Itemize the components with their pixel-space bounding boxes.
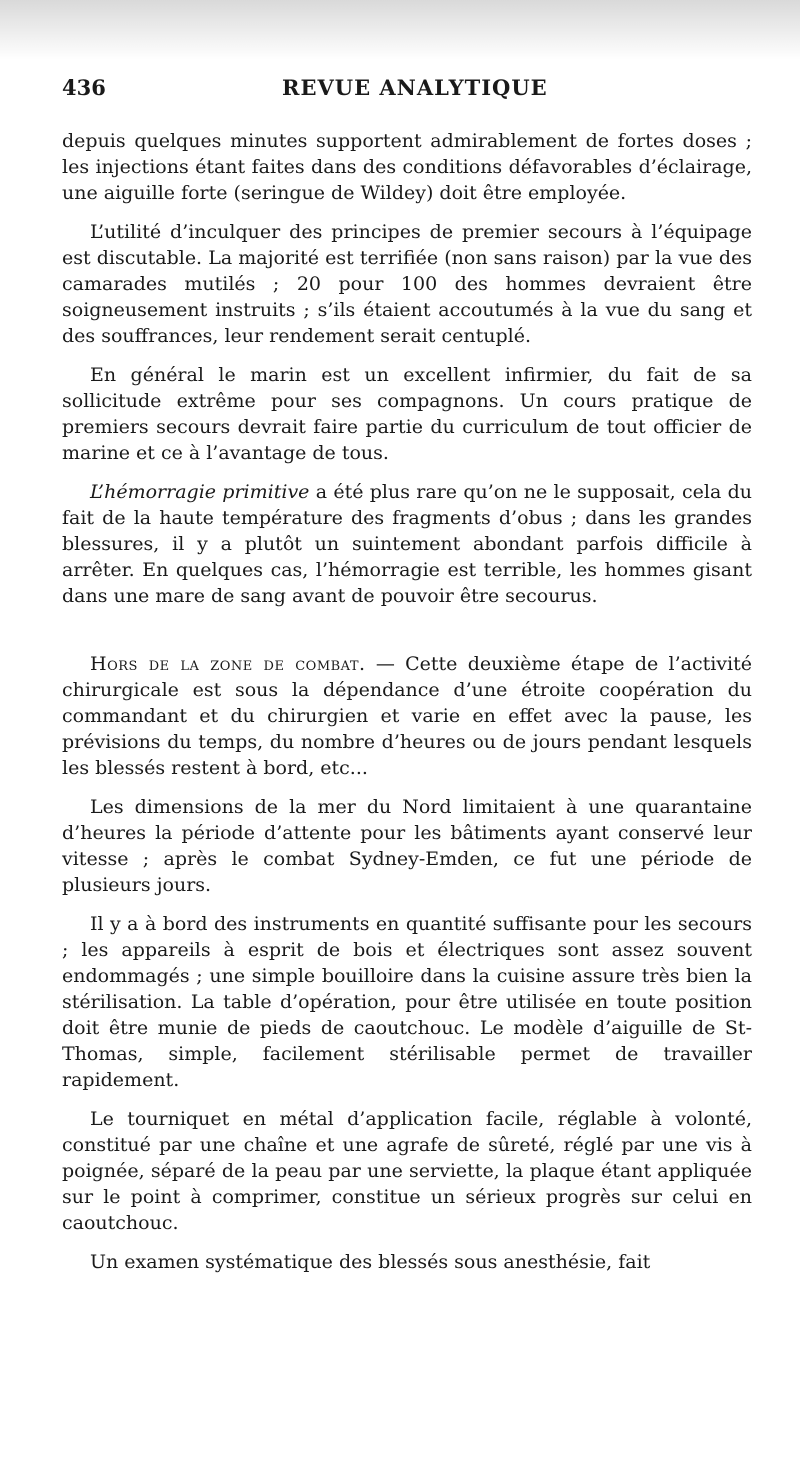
paragraph-1: depuis quelques minutes supportent admirablement de fortes doses ; les injections étant faites dans des conditions défavorables d’éclairage, une aiguille forte (seringue de Wildey) doit être employée.	[62, 130, 752, 204]
page-number: 436	[62, 75, 106, 100]
paragraph-4-italic-term: L’hémorragie primitive	[90, 481, 310, 503]
body-text	[62, 128, 752, 1288]
page-header	[62, 75, 750, 107]
paragraph-9: Un examen systématique des blessés sous anesthésie, fait	[90, 1251, 651, 1273]
paragraph-6: Les dimensions de la mer du Nord limitaient à une quarantaine d’heures la période d’attente pour les bâtiments ayant conservé leur vitesse ; après le combat Sydney-Emden, ce fut une période de plusieurs jours.	[62, 796, 752, 896]
paragraph-5-text: — Cette deuxième étape de l’activité chirurgicale est sous la dépendance d’une étroite coopération du commandant et du chirurgien et varie en effet avec la pause, les prévisions du temps, du nombre d’heures ou de jours pendant lesquels les blessés restent à bord, etc...	[62, 653, 752, 779]
paragraph-5	[62, 651, 752, 781]
paragraph-2: L’utilité d’inculquer des principes de premier secours à l’équipage est discutable. La majorité est terrifiée (non sans raison) par la vue des camarades mutilés ; 20 pour 100 des hommes devraient être soigneusement instruits ; s’ils étaient accoutumés à la vue du sang et des souffrances, leur rendement serait centuplé.	[62, 221, 752, 347]
section-heading: Hors de la zone de combat.	[90, 653, 366, 675]
paragraph-4	[62, 479, 752, 609]
paragraph-4-text: a été plus rare qu’on ne le supposait, cela du fait de la haute température des fragments d’obus ; dans les grandes blessures, il y a plutôt un suintement abondant parfois difficile à arrêter. En quelques cas, l’hémorragie est terrible, les hommes gisant dans une mare de sang avant de pouvoir être secourus.	[62, 481, 752, 607]
paragraph-8: Le tourniquet en métal d’application facile, réglable à volonté, constitué par une chaîne et une agrafe de sûreté, réglé par une vis à poignée, séparé de la peau par une serviette, la plaque étant appliquée sur le point à comprimer, constitue un sérieux progrès sur celui en caoutchouc.	[62, 1108, 752, 1234]
running-title: REVUE ANALYTIQUE	[282, 75, 548, 100]
paragraph-3: En général le marin est un excellent infirmier, du fait de sa sollicitude extrême pour ses compagnons. Un cours pratique de premiers secours devrait faire partie du curriculum de tout officier de marine et ce à l’avantage de tous.	[62, 364, 752, 464]
paragraph-7: Il y a à bord des instruments en quantité suffisante pour les secours ; les appareils à esprit de bois et électriques sont assez souvent endommagés ; une simple bouilloire dans la cuisine assure très bien la stérilisation. La table d’opération, pour être utilisée en toute position doit être munie de pieds de caoutchouc. Le modèle d’aiguille de St-Thomas, simple, facilement stérilisable permet de travailler rapidement.	[62, 913, 752, 1091]
page-top-shading	[0, 0, 800, 60]
